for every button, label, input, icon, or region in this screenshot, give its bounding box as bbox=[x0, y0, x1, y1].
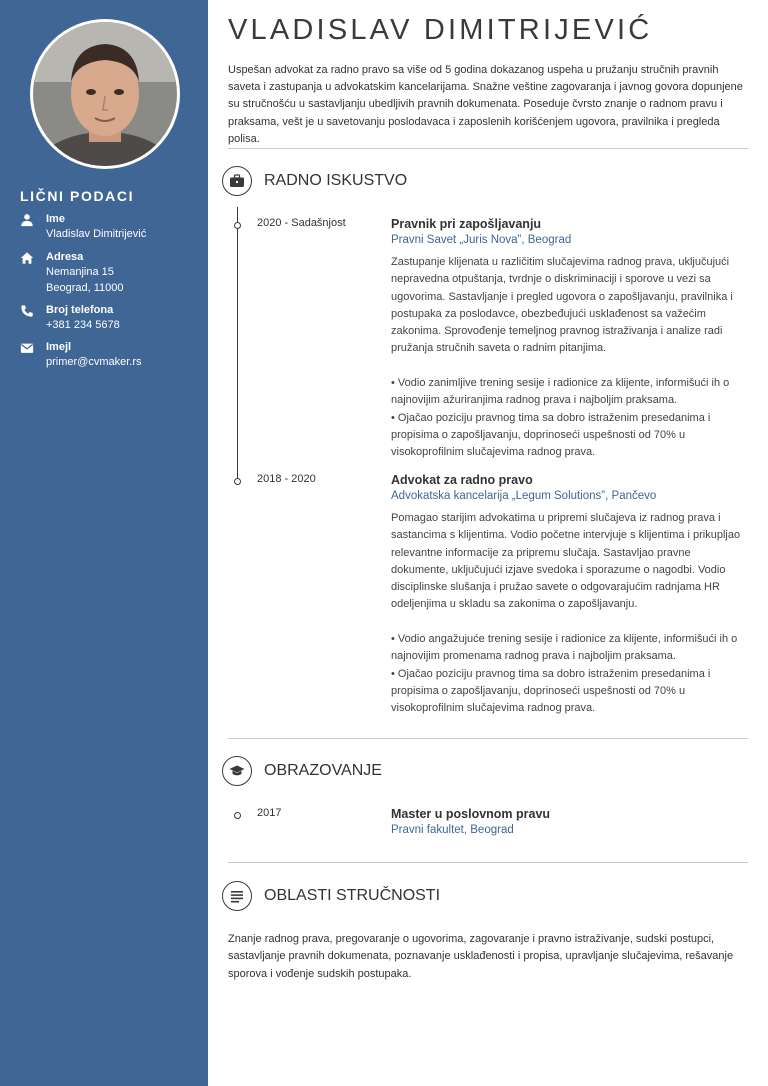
experience-heading bbox=[222, 166, 622, 198]
profile-photo bbox=[30, 19, 180, 169]
avatar bbox=[33, 22, 177, 166]
info-name bbox=[20, 212, 200, 243]
info-address-line-1: Nemanjina 15 bbox=[46, 266, 114, 278]
info-address-label: Adresa bbox=[46, 251, 84, 263]
achievement-bullet: • Vodio zanimljive trening sesije i radionice za klijente, informišući ih o najnovijim ažuriranjima radnog prava i najboljim praksama. bbox=[391, 377, 730, 407]
sidebar bbox=[0, 0, 208, 1086]
timeline-dot bbox=[234, 222, 241, 229]
info-address-line-2: Beograd, 11000 bbox=[46, 281, 124, 294]
profile-summary: Uspešan advokat za radno pravo sa više od 5 godina dokazanog uspeha u pružanju stručnih pravnih saveta i zastupanja u advokatskim kancelarijama. Snažne veštine zagovaranja i javnog govora dopunjene su stručnošću u sastavljanju ubedljivih pravnih dokumenata. Poseduje čvrsto znanje o radnom pravu i praksama, vešt je u savetovanju poslodavaca i zaposlenih korišćenjem ugovora, pravilnika i pregleda polisa. bbox=[228, 64, 743, 145]
divider bbox=[228, 148, 748, 149]
experience-entry bbox=[391, 216, 741, 462]
briefcase-icon bbox=[229, 173, 245, 189]
info-phone-value: +381 234 5678 bbox=[46, 319, 120, 331]
divider bbox=[228, 862, 748, 863]
experience-icon-circle bbox=[222, 166, 252, 196]
experience-entry bbox=[391, 472, 741, 718]
achievement-bullet: • Vodio angažujuće trening sesije i radionice za klijente, informišući ih o najnovijim promenama radnog prava i najboljim praksama. bbox=[391, 633, 738, 663]
info-email-value[interactable]: primer@cvmaker.rs bbox=[46, 356, 142, 368]
phone-icon bbox=[20, 304, 34, 318]
skills-title: OBLASTI STRUČNOSTI bbox=[264, 887, 441, 904]
education-date: 2017 bbox=[257, 807, 282, 819]
person-icon bbox=[20, 213, 34, 227]
education-icon-circle bbox=[222, 756, 252, 786]
education-title: OBRAZOVANJE bbox=[264, 762, 382, 779]
spacer bbox=[391, 358, 741, 375]
education-heading bbox=[222, 756, 622, 788]
spacer bbox=[391, 614, 741, 631]
info-email-label: Imejl bbox=[46, 341, 72, 353]
job-description: Zastupanje klijenata u različitim slučajevima radnog prava, uključujući nepravedna otpuštanja, tvrdnje o diskriminaciji i sporove u vezi sa ugovorima. Sastavljanje i pregled ugovora o zapošljavanju, pravilnika i postupaka za poslodavce, obezbeđujući usklađenost sa važećim zakonima. Sprovođenje temeljnog pravnog istraživanja i analize radi pružanja stručnih saveta o radnim pitanjima. bbox=[391, 256, 733, 355]
info-name-label: Ime bbox=[46, 213, 65, 225]
achievement-bullet: • Ojačao poziciju pravnog tima sa dobro istraženim presedanima i propisima o zapošljavanju, doprinoseći uspešnosti od 70% u visokoprofilnim slučajevima radnog prava. bbox=[391, 667, 711, 715]
job-title: Pravnik pri zapošljavanju bbox=[391, 217, 542, 231]
experience-title: RADNO ISKUSTVO bbox=[264, 172, 408, 189]
skills-text: Znanje radnog prava, pregovaranje o ugovorima, zagovaranje i pravno istraživanje, sudski postupci, sastavljanje pravnih dokumenata, poznavanje usklađenosti i propisa, upravljanje slučajevima, rešavanje sporova i vođenje sudskih postupaka. bbox=[228, 933, 734, 980]
graduation-cap-icon bbox=[229, 763, 245, 779]
timeline-dot bbox=[234, 812, 241, 819]
skills-icon-circle bbox=[222, 881, 252, 911]
info-name-value: Vladislav Dimitrijević bbox=[46, 228, 147, 240]
info-phone bbox=[20, 303, 200, 334]
employer: Pravni Savet „Juris Nova”, Beograd bbox=[391, 234, 572, 246]
home-icon bbox=[20, 251, 34, 265]
list-icon bbox=[229, 888, 245, 904]
institution: Pravni fakultet, Beograd bbox=[391, 824, 514, 836]
info-phone-label: Broj telefona bbox=[46, 304, 114, 316]
skills-heading bbox=[222, 881, 622, 913]
info-address bbox=[20, 250, 200, 296]
experience-date: 2018 - 2020 bbox=[257, 473, 316, 485]
timeline-dot bbox=[234, 478, 241, 485]
job-description: Pomagao starijim advokatima u pripremi slučajeva iz radnog prava i sastancima s klijentima. Vodio početne intervjuje s klijentima i prikupljao relevantne informacije za pripremu slučaja. Sastavljao pravne dokumente, uključujući izjave svedoka i sporazume o nagodbi. Vodio disciplinske slušanja i pružao savete o odgovarajućim radnjama HR odeljenjima u skladu sa zakonima o zapošljavanju. bbox=[391, 512, 741, 611]
degree: Master u poslovnom pravu bbox=[391, 807, 551, 821]
mail-icon bbox=[20, 341, 34, 355]
achievement-bullet: • Ojačao poziciju pravnog tima sa dobro istraženim presedanima i propisima o zapošljavanju, doprinoseći uspešnosti od 70% u visokoprofilnim slučajevima radnog prava. bbox=[391, 411, 711, 459]
timeline-line bbox=[237, 207, 238, 482]
job-title: Advokat za radno pravo bbox=[391, 473, 533, 487]
employer: Advokatska kancelarija „Legum Solutions”, Pančevo bbox=[391, 490, 657, 502]
experience-date: 2020 - Sadašnjost bbox=[257, 217, 346, 229]
page-title: VLADISLAV DIMITRIJEVIĆ bbox=[228, 14, 653, 46]
divider bbox=[228, 738, 748, 739]
education-entry bbox=[391, 806, 741, 844]
personal-info-heading: LIČNI PODACI bbox=[20, 188, 135, 204]
info-email bbox=[20, 340, 200, 371]
